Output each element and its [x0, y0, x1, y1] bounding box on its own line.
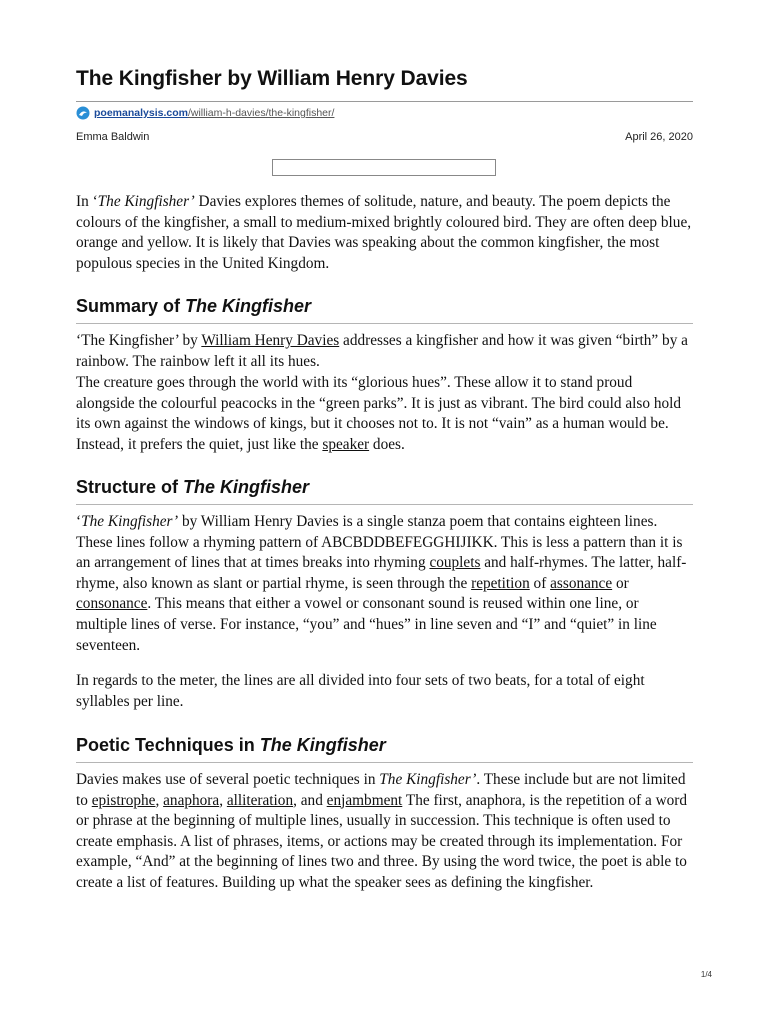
title-divider — [76, 101, 693, 102]
structure-divider — [76, 504, 693, 505]
summary-paragraph-1: ‘The Kingfisher’ by William Henry Davies addresses a kingfisher and how it was given “birth” by a rainbow. The rainbow left it all its hues. — [76, 332, 688, 370]
summary-paragraph-2: The creature goes through the world with its “glorious hues”. These allow it to stand proud alongside the colourful peacocks in the “green parks”. It is just as vibrant. The bird could also hold its own against the windows of kings, but it chooses not to. It is not “vain” as a human would be. Instead, it prefers the quiet, just like the speaker does. — [76, 374, 682, 453]
link-enjambment[interactable]: enjambment — [326, 791, 403, 809]
link-anaphora[interactable]: anaphora — [163, 791, 220, 809]
techniques-heading: Poetic Techniques in The Kingfisher — [76, 735, 386, 755]
intro-paragraph: In ‘The Kingfisher’ Davies explores themes of solitude, nature, and beauty. The poem depicts the colours of the kingfisher, a small to medium-mixed brightly coloured bird. They are often deep blue, orange and yellow. It is likely that Davies was speaking about the common kingfisher, the most populous species in the United Kingdom. — [76, 193, 692, 272]
source-host[interactable]: poemanalysis.com — [94, 107, 188, 119]
summary-divider — [76, 323, 693, 324]
article-meta — [76, 131, 693, 143]
summary-heading: Summary of The Kingfisher — [76, 296, 312, 316]
source-path[interactable]: /william-h-davies/the-kingfisher/ — [187, 107, 335, 119]
site-logo-icon — [76, 106, 90, 120]
link-epistrophe[interactable]: epistrophe — [91, 791, 156, 809]
page-title: The Kingfisher by William Henry Davies — [76, 67, 468, 90]
publish-date: April 26, 2020 — [625, 131, 693, 143]
link-alliteration[interactable]: alliteration — [226, 791, 294, 809]
link-william-henry-davies[interactable]: William Henry Davies — [201, 332, 340, 349]
link-assonance[interactable]: assonance — [550, 574, 613, 592]
structure-heading: Structure of The Kingfisher — [76, 477, 310, 497]
link-consonance[interactable]: consonance — [76, 595, 148, 613]
link-speaker[interactable]: speaker — [322, 435, 370, 453]
source-link[interactable] — [76, 106, 334, 120]
author-name: Emma Baldwin — [76, 131, 150, 143]
page-number: 1/4 — [700, 970, 712, 979]
structure-paragraph-1: ‘The Kingfisher’ by William Henry Davies is a single stanza poem that contains eighteen lines. These lines follow a rhyming pattern of ABCBDDBEFEGGHIJIKK. This is less a pattern than it is an arrangement of lines that at times breaks into rhyming couplets and half-rhymes. The latter, half-rhyme, also known as slant or partial rhyme, is seen through the repetition of assonance or consonance. This means that either a vowel or consonant sound is reused within one line, or multiple lines of verse. For instance, “you” and “hues” in line seven and “I” and “quiet” in line seventeen. — [76, 513, 687, 654]
empty-embed-box — [272, 159, 496, 176]
techniques-paragraph: Davies makes use of several poetic techniques in The Kingfisher’. These include but are not limited to epistrophe, anaphora, alliteration, and enjambment The first, anaphora, is the repetition of a word or phrase at the beginning of multiple lines, usually in succession. This technique is often used to create emphasis. A list of phrases, items, or actions may be created through its implementation. For example, “And” at the beginning of lines two and three. By using the word twice, the poet is able to create a list of features. Building up what the speaker sees as defining the kingfisher. — [76, 771, 688, 891]
techniques-divider — [76, 762, 693, 763]
link-repetition[interactable]: repetition — [471, 574, 530, 592]
link-couplets[interactable]: couplets — [429, 554, 481, 572]
structure-paragraph-2: In regards to the meter, the lines are all divided into four sets of two beats, for a total of eight syllables per line. — [76, 672, 645, 710]
